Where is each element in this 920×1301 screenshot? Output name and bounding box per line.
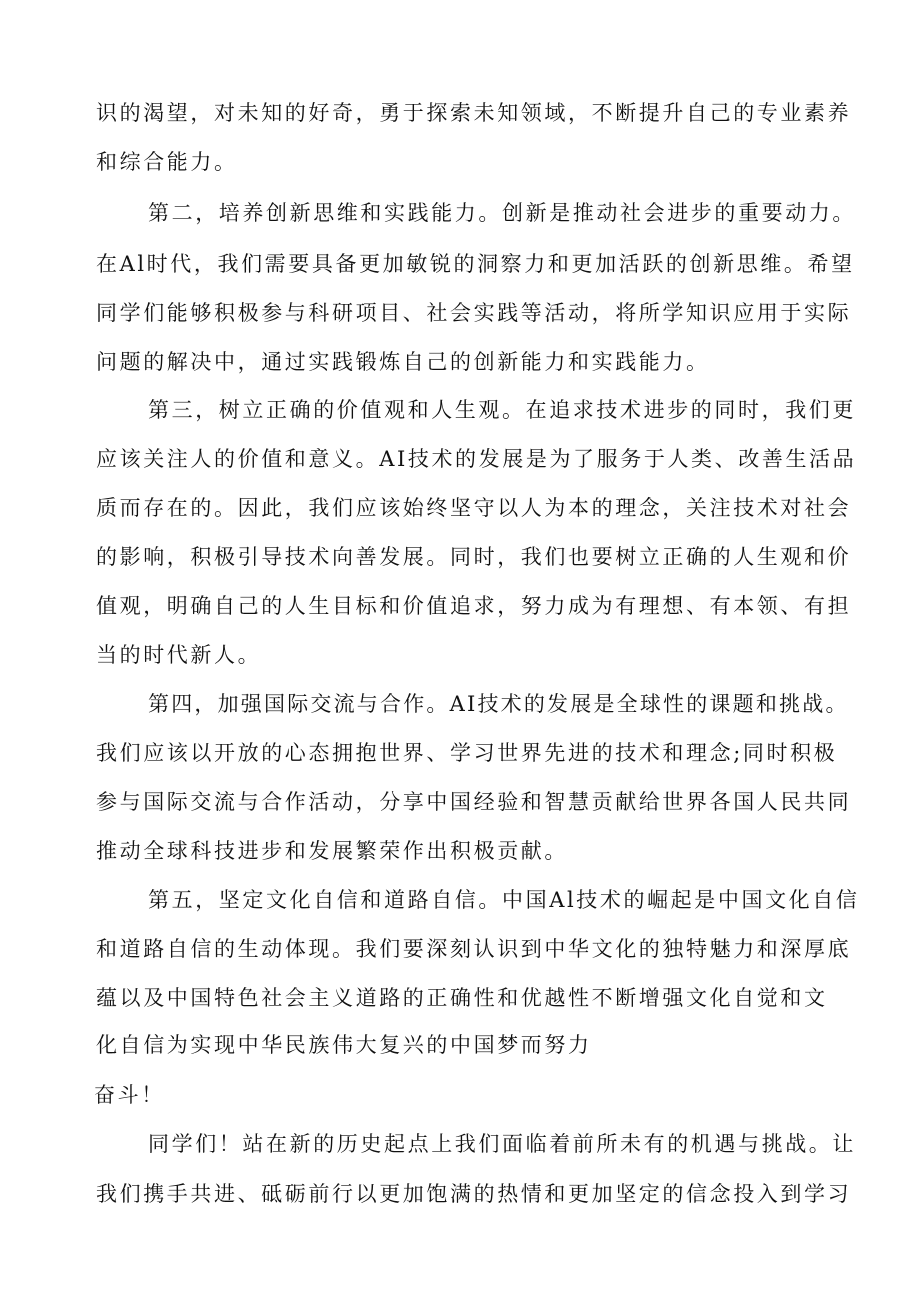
text-line: 化自信为实现中华民族伟大复兴的中国梦而努力 (96, 1033, 592, 1057)
text-line: 识的渴望，对未知的好奇，勇于探索未知领域，不断提升自己的专业素养 (96, 101, 852, 125)
text-line: 和综合能力。 (96, 150, 238, 174)
text-line: 在Al时代，我们需要具备更加敏锐的洞察力和更加活跃的创新思维。希望 (96, 252, 855, 276)
paragraph-start-line: 第二，培养创新思维和实践能力。创新是推动社会进步的重要动力。 (148, 201, 856, 225)
text-line: 奋斗！ (94, 1083, 165, 1107)
paragraph-start-line: 同学们！站在新的历史起点上我们面临着前所未有的机遇与挑战。让 (148, 1132, 856, 1156)
paragraph-start-line: 第三，树立正确的价值观和人生观。在追求技术进步的同时，我们更 (148, 398, 856, 422)
text-line: 参与国际交流与合作活动，分享中国经验和智慧贡献给世界各国人民共同 (96, 790, 852, 814)
text-line: 蕴以及中国特色社会主义道路的正确性和优越性不断增强文化自觉和文 (96, 986, 828, 1010)
text-line: 同学们能够积极参与科研项目、社会实践等活动，将所学知识应用于实际 (96, 301, 852, 325)
text-line: 当的时代新人。 (96, 643, 262, 667)
text-line: 的影响，积极引导技术向善发展。同时，我们也要树立正确的人生观和价 (96, 545, 852, 569)
text-line: 我们携手共进、砥砺前行以更加饱满的热情和更加坚定的信念投入到学习 (96, 1182, 852, 1206)
text-line: 和道路自信的生动体现。我们要深刻认识到中华文化的独特魅力和深厚底 (96, 937, 852, 961)
text-line: 推动全球科技进步和发展繁荣作出积极贡献。 (96, 839, 568, 863)
text-line: 应该关注人的价值和意义。AI技术的发展是为了服务于人类、改善生活品 (96, 447, 857, 471)
text-line: 我们应该以开放的心态拥抱世界、学习世界先进的技术和理念;同时积极 (96, 741, 838, 765)
text-line: 值观，明确自己的人生目标和价值追求，努力成为有理想、有本领、有担 (96, 594, 852, 618)
text-line: 质而存在的。因此，我们应该始终坚守以人为本的理念，关注技术对社会 (96, 496, 852, 520)
paragraph-start-line: 第四，加强国际交流与合作。AI技术的发展是全球性的课题和挑战。 (148, 692, 849, 716)
text-line: 问题的解决中，通过实践锻炼自己的创新能力和实践能力。 (96, 350, 710, 374)
paragraph-start-line: 第五，坚定文化自信和道路自信。中国Al技术的崛起是中国文化自信 (148, 888, 860, 912)
